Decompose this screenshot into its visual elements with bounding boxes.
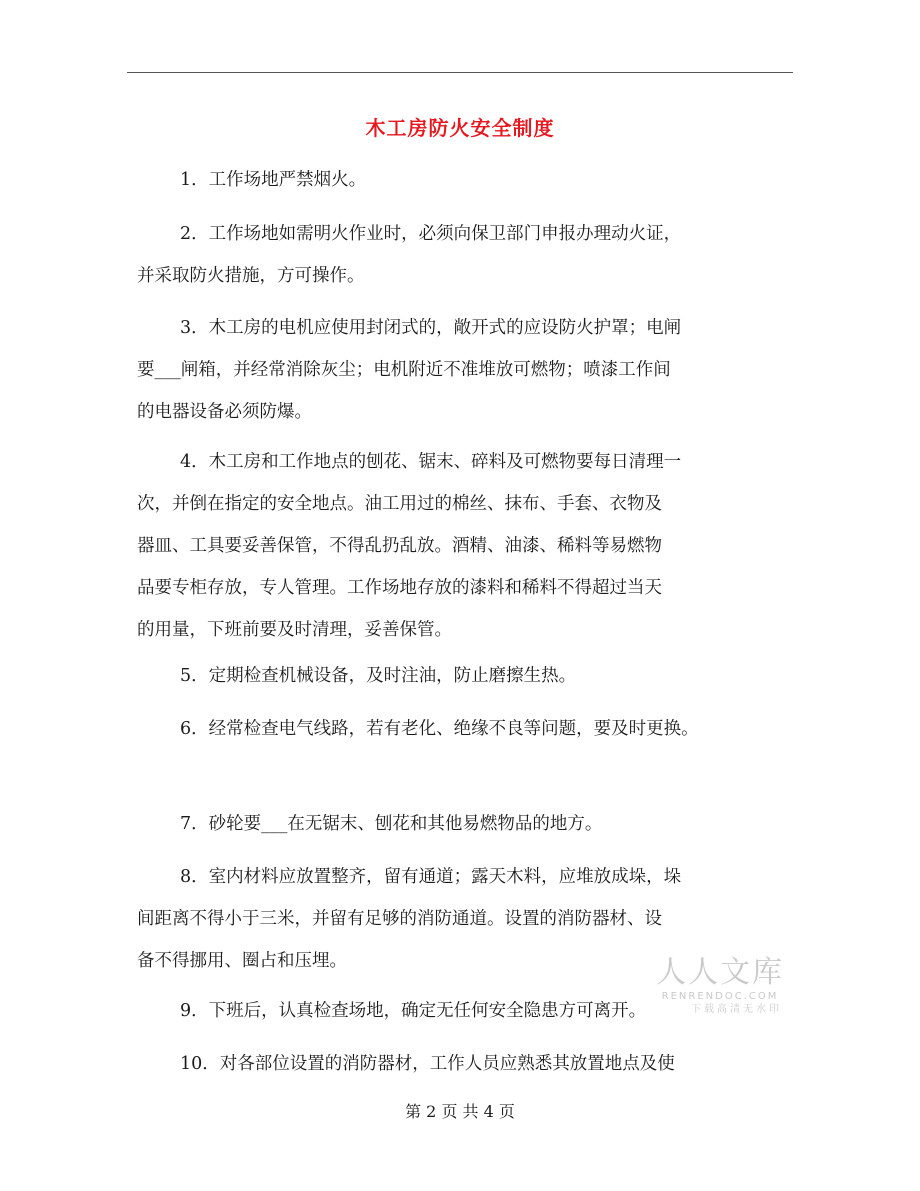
paragraph-7 [137, 803, 797, 845]
paragraph-2 [137, 213, 797, 297]
watermark-tagline: 下载高清无水印 [691, 1004, 782, 1015]
paragraph-line: 4．木工房和工作地点的刨花、锯末、碎料及可燃物要每日清理一 [180, 452, 682, 472]
page-number: 第 2 页 共 4 页 [405, 1102, 515, 1121]
paragraph-line: 次，并倒在指定的安全地点。油工用过的棉丝、抹布、手套、衣物及 [137, 494, 662, 514]
paragraph-line: 8．室内材料应放置整齐，留有通道；露天木料，应堆放成垛，垛 [180, 867, 682, 887]
paragraph-line: 的用量，下班前要及时清理，妥善保管。 [137, 620, 452, 640]
paragraph-3 [137, 307, 797, 433]
watermark-domain: RENRENDOC.COM [661, 991, 779, 1002]
paragraph-line: 3．木工房的电机应使用封闭式的，敞开式的应设防火护罩；电闸 [180, 318, 682, 338]
paragraph-line: 间距离不得小于三米，并留有足够的消防通道。设置的消防器材、设 [137, 909, 662, 929]
watermark [640, 955, 800, 1017]
paragraph-line: 品要专柜存放，专人管理。工作场地存放的漆料和稀料不得超过当天 [137, 578, 662, 598]
paragraph-line: 要___闸箱，并经常消除灰尘；电机附近不准堆放可燃物；喷漆工作间 [137, 360, 671, 380]
paragraph-line: 9．下班后，认真检查场地，确定无任何安全隐患方可离开。 [180, 1001, 647, 1021]
paragraph-line: 1．工作场地严禁烟火。 [180, 170, 367, 190]
paragraph-line: 的电器设备必须防爆。 [137, 402, 312, 422]
document-title: 木工房防火安全制度 [365, 116, 555, 140]
paragraph-line: 2．工作场地如需明火作业时，必须向保卫部门申报办理动火证， [180, 224, 682, 244]
paragraph-4 [137, 441, 797, 651]
paragraph-line: 7．砂轮要___在无锯末、刨花和其他易燃物品的地方。 [180, 814, 603, 834]
watermark-brand: 人人文库 [656, 955, 784, 990]
paragraph-line: 10．对各部位设置的消防器材，工作人员应熟悉其放置地点及使 [180, 1054, 675, 1074]
paragraph-line: 器皿、工具要妥善保管，不得乱扔乱放。酒精、油漆、稀料等易燃物 [137, 536, 662, 556]
paragraph-6 [137, 708, 797, 750]
paragraph-10 [137, 1043, 797, 1085]
paragraph-line: 6．经常检查电气线路，若有老化、绝缘不良等问题，要及时更换。 [180, 719, 699, 739]
paragraph-line: 5．定期检查机械设备，及时注油，防止磨擦生热。 [180, 666, 577, 686]
paragraph-1 [137, 159, 797, 201]
header-rule [127, 72, 793, 73]
paragraph-line: 并采取防火措施，方可操作。 [137, 266, 365, 286]
paragraph-line: 备不得挪用、圈占和压埋。 [137, 951, 347, 971]
paragraph-5 [137, 655, 797, 697]
